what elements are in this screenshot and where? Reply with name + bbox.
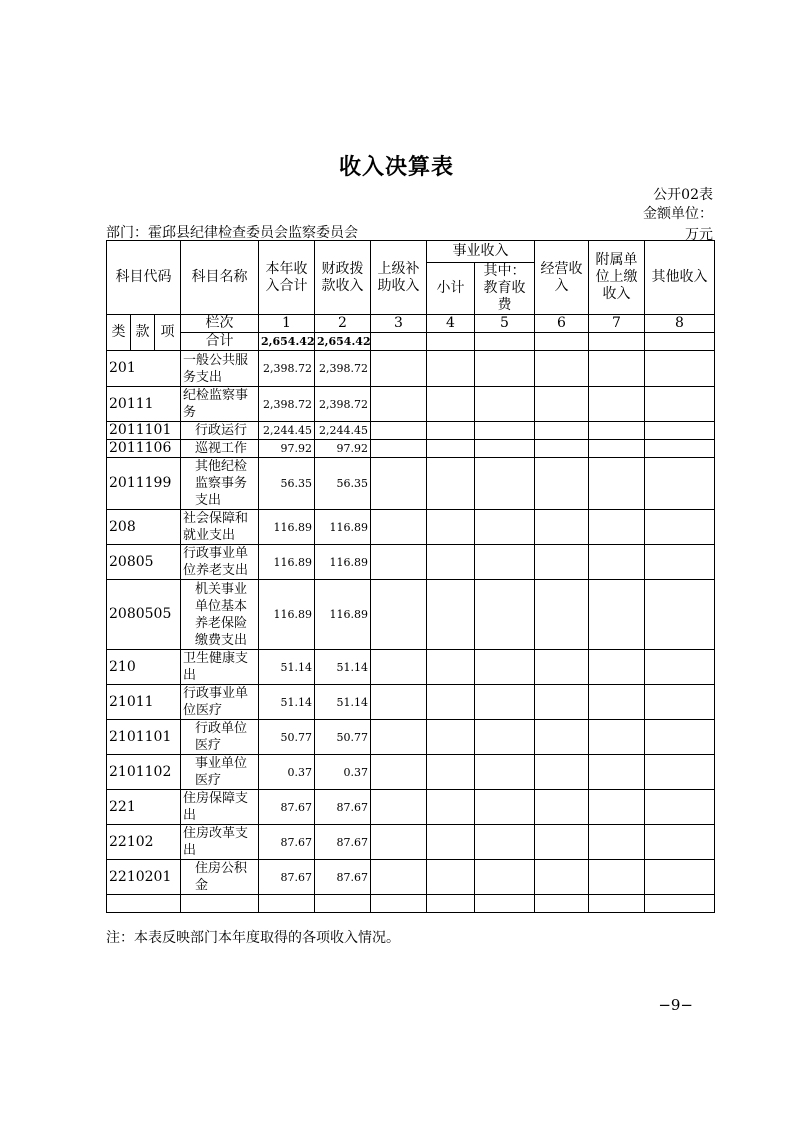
- col-number: 5: [475, 315, 535, 333]
- col-number: 2: [315, 315, 371, 333]
- table-body: [107, 351, 715, 895]
- row-fiscal: 116.89: [315, 510, 371, 545]
- department-label: 部门：霍邱县纪律检查委员会监察委员会: [106, 225, 358, 241]
- row-name: 行政事业单位医疗: [181, 685, 259, 720]
- column-label: 栏次: [181, 315, 259, 333]
- col-number: 8: [645, 315, 715, 333]
- row-fiscal: 87.67: [315, 825, 371, 860]
- total-fiscal-value: 2,654.42: [315, 333, 371, 351]
- header-fiscal: 财政拨款收入: [315, 241, 371, 315]
- row-fiscal: 51.14: [315, 650, 371, 685]
- row-code: 2101102: [107, 755, 181, 790]
- table-row: [107, 440, 715, 458]
- row-code: 208: [107, 510, 181, 545]
- row-name: 社会保障和就业支出: [181, 510, 259, 545]
- row-fiscal: 56.35: [315, 458, 371, 510]
- row-code: 2011101: [107, 422, 181, 440]
- header-superior-subsidy: 上级补助收入: [371, 241, 427, 315]
- footnote: 注：本表反映部门本年度取得的各项收入情况。: [106, 930, 400, 946]
- header-total-income: 本年收入合计: [259, 241, 315, 315]
- row-name: 住房公积金: [181, 860, 259, 895]
- row-name: 行政运行: [181, 422, 259, 440]
- table-row: [107, 825, 715, 860]
- header-kuan: 款: [131, 315, 155, 351]
- row-fiscal: 2,398.72: [315, 387, 371, 422]
- row-code: 2210201: [107, 860, 181, 895]
- empty-row: [107, 895, 715, 913]
- header-affiliated: 附属单位上缴收入: [589, 241, 645, 315]
- page-title: 收入决算表: [338, 154, 454, 180]
- row-total: 116.89: [259, 580, 315, 650]
- row-name: 卫生健康支出: [181, 650, 259, 685]
- row-total: 87.67: [259, 825, 315, 860]
- row-fiscal: 116.89: [315, 580, 371, 650]
- header-other: 其他收入: [645, 241, 715, 315]
- col-number: 7: [589, 315, 645, 333]
- income-table: [106, 240, 715, 913]
- header-operating: 经营收入: [535, 241, 589, 315]
- row-fiscal: 97.92: [315, 440, 371, 458]
- row-name: 纪检监察事务: [181, 387, 259, 422]
- row-code: 20111: [107, 387, 181, 422]
- table-row: [107, 685, 715, 720]
- unit-label: 金额单位：: [643, 206, 713, 222]
- table-row: [107, 458, 715, 510]
- row-total: 97.92: [259, 440, 315, 458]
- col-number: 3: [371, 315, 427, 333]
- table-row: [107, 510, 715, 545]
- row-name: 事业单位医疗: [181, 755, 259, 790]
- row-total: 87.67: [259, 860, 315, 895]
- row-total: 0.37: [259, 755, 315, 790]
- header-subtotal: 小计: [427, 263, 475, 315]
- header-xiang: 项: [155, 315, 181, 351]
- table-row: [107, 580, 715, 650]
- row-total: 51.14: [259, 685, 315, 720]
- page-number: −9−: [658, 996, 693, 1014]
- row-name: 巡视工作: [181, 440, 259, 458]
- row-name: 机关事业单位基本养老保险缴费支出: [181, 580, 259, 650]
- row-fiscal: 87.67: [315, 860, 371, 895]
- row-name: 住房改革支出: [181, 825, 259, 860]
- row-name: 住房保障支出: [181, 790, 259, 825]
- row-fiscal: 50.77: [315, 720, 371, 755]
- row-total: 116.89: [259, 510, 315, 545]
- table-row: [107, 351, 715, 387]
- row-name: 一般公共服务支出: [181, 351, 259, 387]
- unit-value: 万元: [685, 227, 713, 243]
- row-fiscal: 2,398.72: [315, 351, 371, 387]
- row-code: 22102: [107, 825, 181, 860]
- row-code: 221: [107, 790, 181, 825]
- row-total: 2,398.72: [259, 387, 315, 422]
- row-name: 行政事业单位养老支出: [181, 545, 259, 580]
- row-code: 210: [107, 650, 181, 685]
- col-number: 4: [427, 315, 475, 333]
- row-total: 50.77: [259, 720, 315, 755]
- row-code: 21011: [107, 685, 181, 720]
- row-code: 2080505: [107, 580, 181, 650]
- form-code: 公开02表: [653, 187, 713, 203]
- row-total: 56.35: [259, 458, 315, 510]
- header-business-income: 事业收入: [427, 241, 535, 263]
- row-code: 201: [107, 351, 181, 387]
- row-total: 87.67: [259, 790, 315, 825]
- header-education-fee: 其中：教育收费: [475, 263, 535, 315]
- col-number: 1: [259, 315, 315, 333]
- table-row: [107, 545, 715, 580]
- row-name: 行政单位医疗: [181, 720, 259, 755]
- row-total: 51.14: [259, 650, 315, 685]
- table-row: [107, 860, 715, 895]
- row-total: 116.89: [259, 545, 315, 580]
- row-fiscal: 51.14: [315, 685, 371, 720]
- row-name: 其他纪检监察事务支出: [181, 458, 259, 510]
- row-fiscal: 87.67: [315, 790, 371, 825]
- row-fiscal: 116.89: [315, 545, 371, 580]
- header-lei: 类: [107, 315, 131, 351]
- header-subject-code: 科目代码: [107, 241, 181, 315]
- table-row: [107, 422, 715, 440]
- table-row: [107, 650, 715, 685]
- row-code: 2011106: [107, 440, 181, 458]
- row-total: 2,244.45: [259, 422, 315, 440]
- row-code: 2101101: [107, 720, 181, 755]
- row-fiscal: 0.37: [315, 755, 371, 790]
- row-code: 20805: [107, 545, 181, 580]
- table-row: [107, 755, 715, 790]
- total-label: 合计: [181, 333, 259, 351]
- row-fiscal: 2,244.45: [315, 422, 371, 440]
- table-row: [107, 387, 715, 422]
- table-row: [107, 790, 715, 825]
- total-income-value: 2,654.42: [259, 333, 315, 351]
- header-subject-name: 科目名称: [181, 241, 259, 315]
- col-number: 6: [535, 315, 589, 333]
- row-total: 2,398.72: [259, 351, 315, 387]
- row-code: 2011199: [107, 458, 181, 510]
- table-row: [107, 720, 715, 755]
